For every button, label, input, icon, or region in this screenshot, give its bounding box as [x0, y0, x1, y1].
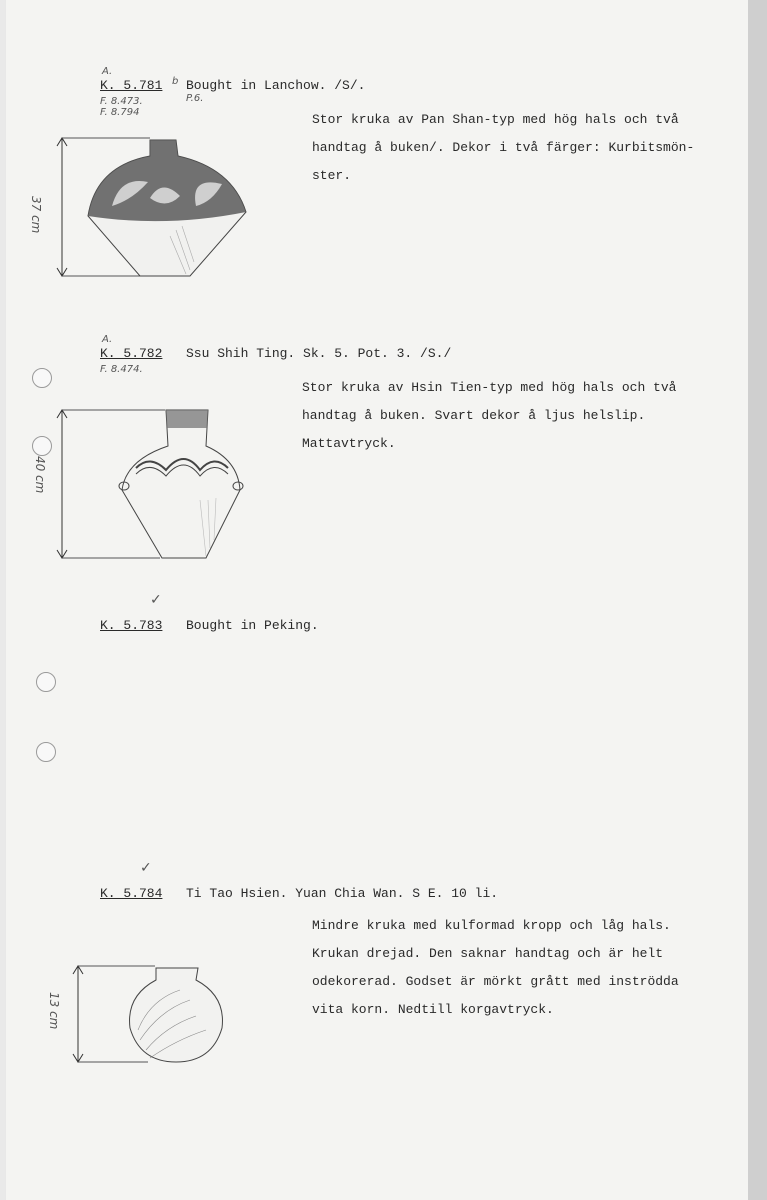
height-label: 40 cm	[33, 456, 47, 494]
catalog-letter: A.	[102, 66, 113, 77]
check-mark: ✓	[140, 860, 152, 876]
entry-header: Ssu Shih Ting. Sk. 5. Pot. 3. /S./	[186, 346, 452, 361]
description-line: Krukan drejad. Den saknar handtag och är helt	[312, 946, 664, 961]
height-label: 13 cm	[47, 992, 61, 1030]
ref-note: P.6.	[186, 93, 204, 104]
height-label: 37 cm	[29, 196, 43, 234]
description-line: Stor kruka av Hsin Tien-typ med hög hals och två	[302, 380, 677, 395]
description-line: handtag å buken/. Dekor i två färger: Kurbitsmön-	[312, 140, 695, 155]
catalog-letter: A.	[102, 334, 113, 345]
entry-header: Bought in Lanchow. /S/.	[186, 78, 366, 93]
field-ref: F. 8.474.	[100, 364, 143, 375]
check-mark: ✓	[150, 592, 162, 608]
field-ref: F. 8.473.	[100, 96, 143, 107]
catalog-number-mark: b	[172, 76, 179, 87]
description-line: ster.	[312, 168, 352, 183]
description-line: Mattavtryck.	[302, 436, 396, 451]
entry-header: Bought in Peking.	[186, 618, 319, 633]
entry-header: Ti Tao Hsien. Yuan Chia Wan. S E. 10 li.	[186, 886, 499, 901]
field-ref: F. 8.794	[100, 107, 140, 118]
catalog-number: K. 5.784	[100, 886, 163, 901]
catalog-number: K. 5.783	[100, 618, 163, 633]
description-line: Stor kruka av Pan Shan-typ med hög hals och två	[312, 112, 679, 127]
catalog-number: K. 5.781	[100, 78, 163, 93]
description-line: odekorerad. Godset är mörkt grått med inströdda	[312, 974, 679, 989]
catalog-number: K. 5.782	[100, 346, 163, 361]
description-line: handtag å buken. Svart dekor å ljus helslip.	[302, 408, 646, 423]
description-line: vita korn. Nedtill korgavtryck.	[312, 1002, 554, 1017]
description-line: Mindre kruka med kulformad kropp och låg hals.	[312, 918, 671, 933]
